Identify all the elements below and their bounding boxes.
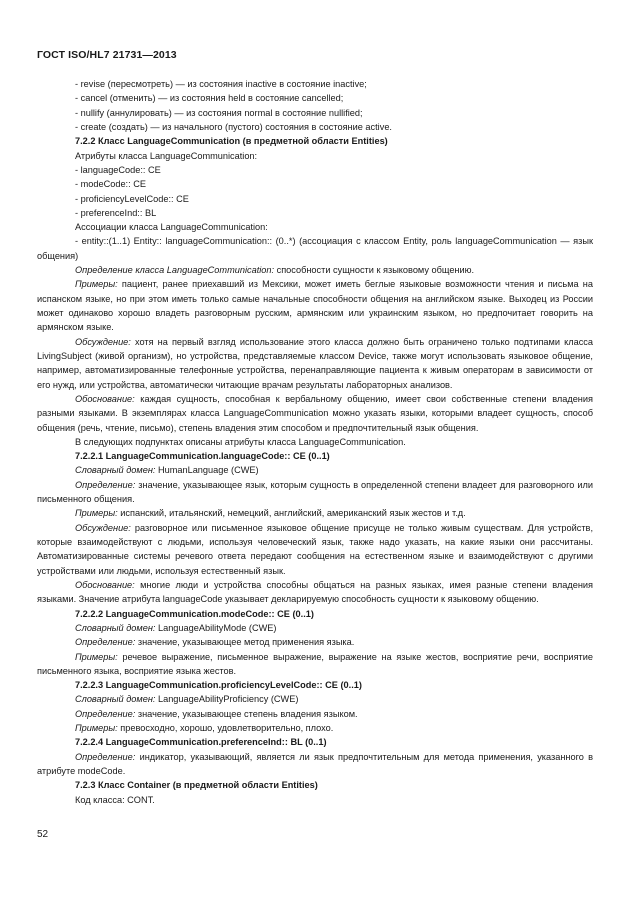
term-label: Словарный домен: xyxy=(75,622,156,633)
domain-paragraph xyxy=(37,692,593,706)
paragraph-text: каждая сущность, способная к вербальному общению, имеет свои собственные степени владения разными языками. В экземплярах класса LanguageCommunication можно указать языки, которыми владеет сущность, способ общения (речь, чтение, письмо), степень владения этим способом и предпочтительный язык общения. xyxy=(37,393,593,433)
term-label: Обоснование: xyxy=(75,579,135,590)
section-heading: 7.2.2.3 LanguageCommunication.proficiencyLevelCode:: CE (0..1) xyxy=(75,680,362,691)
domain-paragraph xyxy=(37,621,593,635)
discussion-paragraph xyxy=(37,521,593,578)
paragraph-text: хотя на первый взгляд использование этого класса должно быть ограничено только подтипами класса LivingSubject (живой организм), но устройства, представляемые классом Device, также могут использовать языковое общение, например, автоматизированные телефонные устройства, перенаправляющие пациента к живым операторам в зависимости от его нужд, или устройства, автоматически читающие врачам результаты лабораторных анализов. xyxy=(37,336,593,390)
rationale-paragraph xyxy=(37,578,593,607)
term-label: Обсуждение: xyxy=(75,336,131,347)
list-item: - nullify (аннулировать) — из состояния normal в состояние nullified; xyxy=(75,107,363,118)
list-item: - cancel (отменить) — из состояния held в состояние cancelled; xyxy=(75,93,344,104)
paragraph-text: разговорное или письменное языковое общение присуще не только живым существам. Для устройств, которые взаимодействуют с людьми, используя человеческий язык, также надо указать, на какие языки они рассчитаны. Автоматизированные системы речевого ответа передают сообщения на естественном языке и взаимодействуют с другими устройствами или людьми, используя естественный язык. xyxy=(37,522,593,576)
paragraph-text: значение, указывающее язык, которым сущность в определенной степени владеет для разговорного или письменного общения. xyxy=(37,479,593,505)
term-label: Определение: xyxy=(75,637,136,648)
examples-paragraph xyxy=(37,721,593,735)
examples-paragraph xyxy=(37,506,593,520)
term-label: Определение: xyxy=(75,751,136,762)
page-number: 52 xyxy=(37,829,49,840)
term-label: Словарный домен: xyxy=(75,465,156,476)
rationale-paragraph xyxy=(37,392,593,435)
discussion-paragraph xyxy=(37,335,593,392)
section-heading: 7.2.2.4 LanguageCommunication.preferenceInd:: BL (0..1) xyxy=(75,737,327,748)
term-label: Словарный домен: xyxy=(75,694,156,705)
term-label: Примеры: xyxy=(75,508,118,519)
section-heading: 7.2.3 Класс Container (в предметной области Entities) xyxy=(75,780,318,791)
paragraph-text: значение, указывающее степень владения языком. xyxy=(135,708,358,719)
domain-paragraph xyxy=(37,463,593,477)
attributes-title: Атрибуты класса LanguageCommunication: xyxy=(75,150,258,161)
paragraph-text: LanguageAbilityProficiency (CWE) xyxy=(155,694,299,705)
term-label: Обсуждение: xyxy=(75,522,131,533)
subsection-intro: В следующих подпунктах описаны атрибуты класса LanguageCommunication. xyxy=(75,436,406,447)
list-item: - preferenceInd:: BL xyxy=(75,207,157,218)
definition-paragraph xyxy=(37,263,593,277)
term-label: Определение: xyxy=(75,479,136,490)
paragraph-text: испанский, итальянский, немецкий, английский, американский язык жестов и т.д. xyxy=(117,508,466,519)
section-heading: 7.2.2.2 LanguageCommunication.modeCode:: CE (0..1) xyxy=(75,608,314,619)
class-code: Код класса: CONT. xyxy=(75,794,155,805)
paragraph-text: речевое выражение, письменное выражение, выражение на языке жестов, восприятие речи, восприятие письменного языка, восприятие языка жестов. xyxy=(37,651,593,676)
paragraph-text: многие люди и устройства способны общаться на разных языках, имея разные степени владения языками. Значение атрибута languageCode указывает декларируемую способность сущности к языковому общению. xyxy=(37,579,593,605)
paragraph-text: пациент, ранее приехавший из Мексики, может иметь беглые языковые возможности чтения и письма на испанском языке, но при этом иметь только самые начальные способности общения на английском языке. Выходец из России может одинаково хорошо владеть разговорным русским, армянским или украинским языком, но предпочитает говорить на армянском языке. xyxy=(37,279,593,333)
associations-title: Ассоциации класса LanguageCommunication: xyxy=(75,222,268,233)
term-label: Определение: xyxy=(75,708,136,719)
document-body xyxy=(37,77,593,807)
paragraph-text: HumanLanguage (CWE) xyxy=(155,465,259,476)
paragraph-text: превосходно, хорошо, удовлетворительно, плохо. xyxy=(117,723,334,734)
paragraph-text: индикатор, указывающий, является ли язык предпочтительным для метода применения, указанного в атрибуте modeCode. xyxy=(37,751,593,776)
term-label: Примеры: xyxy=(75,651,118,662)
definition-paragraph xyxy=(37,478,593,507)
term-label: Примеры: xyxy=(75,279,118,290)
list-item: - modeCode:: CE xyxy=(75,179,146,190)
examples-paragraph xyxy=(37,277,593,334)
examples-paragraph xyxy=(37,650,593,679)
term-label: Обоснование: xyxy=(75,393,135,404)
term-label: Определение класса LanguageCommunication: xyxy=(75,265,275,276)
association-item: - entity::(1..1) Entity:: languageCommunication:: (0..*) (ассоциация с классом Entity, роль languageCommunication — язык общения) xyxy=(37,236,593,261)
section-heading: 7.2.2.1 LanguageCommunication.languageCode:: CE (0..1) xyxy=(75,451,330,462)
definition-paragraph xyxy=(37,707,593,721)
list-item: - create (создать) — из начального (пустого) состояния в состояние active. xyxy=(75,121,392,132)
section-heading: 7.2.2 Класс LanguageCommunication (в предметной области Entities) xyxy=(75,136,388,147)
term-label: Примеры: xyxy=(75,723,118,734)
list-item: - proficiencyLevelCode:: CE xyxy=(75,193,189,204)
paragraph-text: LanguageAbilityMode (CWE) xyxy=(155,622,277,633)
list-item: - revise (пересмотреть) — из состояния inactive в состояние inactive; xyxy=(75,79,367,89)
paragraph-text: значение, указывающее метод применения языка. xyxy=(135,637,355,648)
list-item: - languageCode:: CE xyxy=(75,164,161,175)
running-header: ГОСТ ISO/HL7 21731—2013 xyxy=(37,49,177,61)
definition-paragraph xyxy=(37,750,593,779)
paragraph-text: способности сущности к языковому общению. xyxy=(274,265,475,276)
definition-paragraph xyxy=(37,635,593,649)
